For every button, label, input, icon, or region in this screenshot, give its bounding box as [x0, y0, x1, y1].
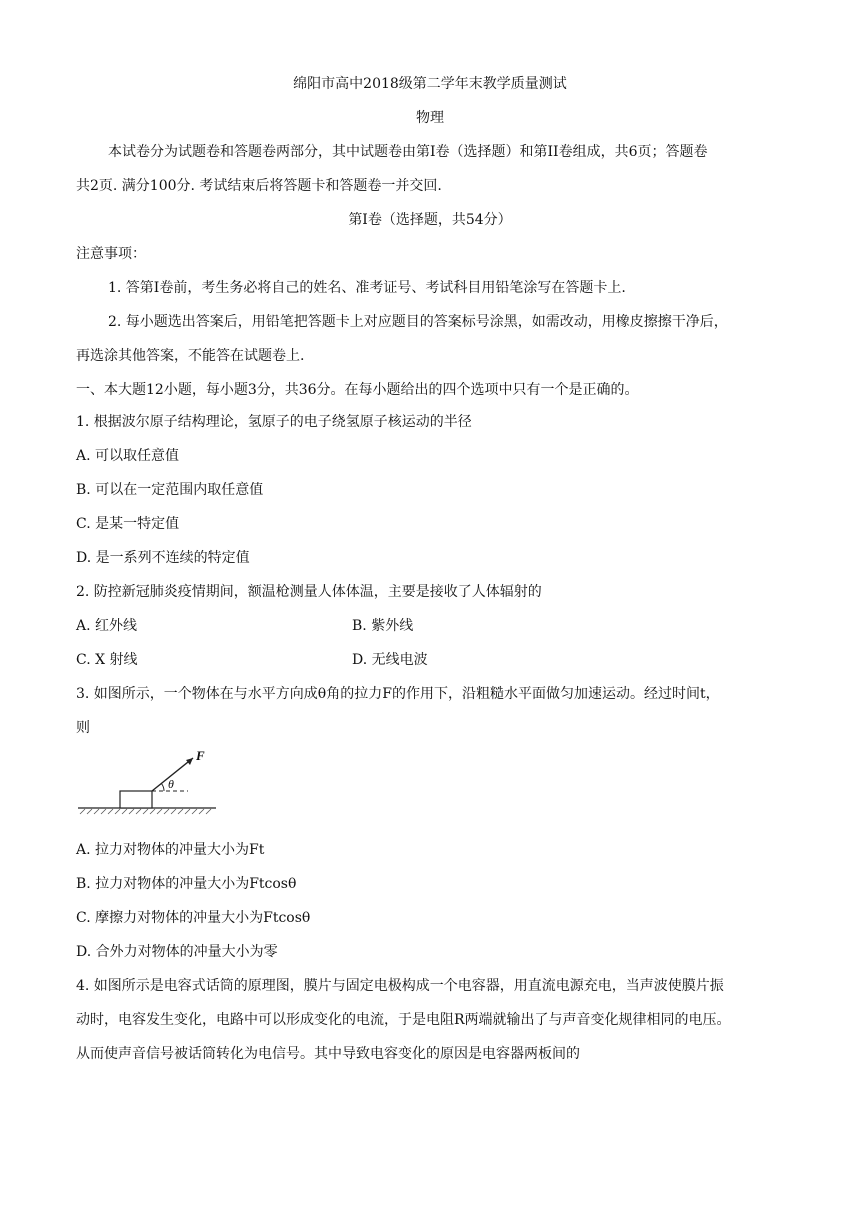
q2-option-b: B. 紫外线 — [352, 618, 414, 634]
q1-stem: 1. 根据波尔原子结构理论，氢原子的电子绕氢原子核运动的半径 — [76, 414, 472, 430]
notice-item-1: 1. 答第I卷前，考生务必将自己的姓名、准考证号、考试科目用铅笔涂写在答题卡上. — [108, 280, 626, 296]
notice-item-2-line1: 2. 每小题选出答案后，用铅笔把答题卡上对应题目的答案标号涂黑，如需改动，用橡皮擦擦干净后， — [108, 314, 728, 330]
q1-option-c: C. 是某一特定值 — [76, 516, 180, 532]
q3-option-c: C. 摩擦力对物体的冲量大小为Ftcosθ — [76, 910, 311, 926]
q2-stem: 2. 防控新冠肺炎疫情期间，额温枪测量人体体温，主要是接收了人体辐射的 — [76, 584, 542, 600]
q3-option-d: D. 合外力对物体的冲量大小为零 — [76, 944, 278, 960]
q3-force-diagram — [76, 748, 218, 828]
q1-option-a: A. 可以取任意值 — [76, 448, 180, 464]
intro-text-line1: 本试卷分为试题卷和答题卷两部分，其中试题卷由第I卷（选择题）和第II卷组成，共6页；答题卷 — [108, 144, 708, 160]
q3-option-a: A. 拉力对物体的冲量大小为Ft — [76, 842, 265, 858]
ground-surface — [78, 808, 216, 814]
q1-option-d: D. 是一系列不连续的特定值 — [76, 550, 250, 566]
q1-option-b: B. 可以在一定范围内取任意值 — [76, 482, 264, 498]
q2-option-d: D. 无线电波 — [352, 652, 428, 668]
arrowhead-icon — [186, 758, 193, 765]
q2-option-a: A. 红外线 — [76, 618, 138, 634]
force-label-f: F — [196, 748, 205, 763]
block — [120, 791, 152, 808]
q4-stem-line3: 从而使声音信号被话筒转化为电信号。其中导致电容变化的原因是电容器两板间的 — [76, 1046, 580, 1062]
section1-heading: 一、本大题12小题，每小题3分，共36分。在每小题给出的四个选项中只有一个是正确的。 — [76, 382, 639, 398]
part1-title: 第I卷（选择题，共54分） — [348, 212, 512, 228]
q4-stem-line1: 4. 如图所示是电容式话筒的原理图，膜片与固定电极构成一个电容器，用直流电源充电，当声波使膜片振 — [76, 978, 724, 994]
notice-heading: 注意事项： — [76, 246, 146, 262]
q3-stem-line1: 3. 如图所示，一个物体在与水平方向成θ角的拉力F的作用下，沿粗糙水平面做匀加速运动。经过时间t， — [76, 686, 720, 702]
intro-text-line2: 共2页. 满分100分. 考试结束后将答题卡和答题卷一并交回. — [76, 178, 442, 194]
q2-option-c: C. X 射线 — [76, 652, 138, 668]
angle-label-theta: θ — [168, 777, 174, 791]
q3-stem-line2: 则 — [76, 720, 90, 736]
exam-title: 绵阳市高中2018级第二学年末教学质量测试 — [293, 76, 567, 92]
angle-arc — [161, 784, 164, 792]
notice-item-2-line2: 再选涂其他答案，不能答在试题卷上. — [76, 348, 305, 364]
q4-stem-line2: 动时，电容发生变化，电路中可以形成变化的电流，于是电阻R两端就输出了与声音变化规律相同的电压。 — [76, 1012, 731, 1028]
exam-subject: 物理 — [416, 110, 444, 126]
q3-option-b: B. 拉力对物体的冲量大小为Ftcosθ — [76, 876, 297, 892]
